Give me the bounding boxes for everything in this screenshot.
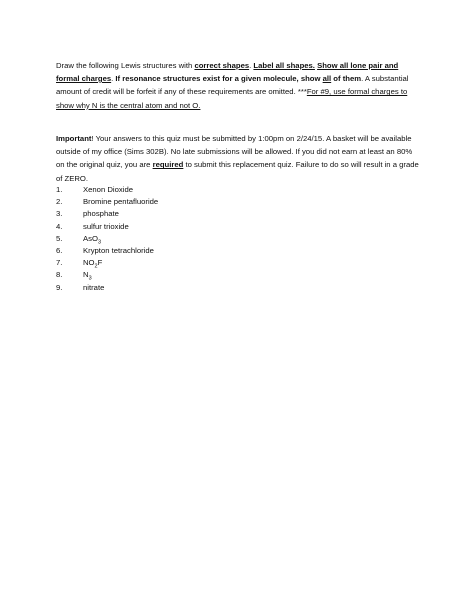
note-number-9: For #9, use formal charges to show why N is the central atom and not O.	[56, 87, 408, 110]
list-item	[56, 184, 158, 196]
formula-subscript: 3	[88, 275, 92, 282]
emphasis-resonance: If resonance structures exist for a given molecule, show	[115, 73, 323, 83]
formula-tail: F	[97, 258, 103, 268]
item-text: Bromine pentafluoride	[83, 197, 159, 207]
item-number: 5.	[56, 233, 63, 243]
emphasis-all: all	[322, 73, 332, 83]
emphasis-label-shapes: Label all shapes.	[253, 60, 315, 70]
emphasis-lone-pair: Show all lone pair and formal charges	[56, 60, 399, 83]
list-item	[56, 269, 158, 281]
list-item	[56, 245, 158, 257]
list-item	[56, 233, 158, 245]
formula-text: N	[83, 270, 89, 280]
item-text	[83, 269, 92, 281]
item-text: Xenon Dioxide	[83, 185, 134, 194]
emphasis-required: required	[152, 160, 184, 170]
formula-text: NO	[83, 258, 95, 268]
list-item	[56, 221, 158, 233]
item-number: 8.	[56, 270, 63, 280]
emphasis-of-them: of them	[331, 73, 362, 83]
instructions-text: .	[111, 73, 116, 83]
instructions-text: Draw the following Lewis structures with	[56, 60, 195, 70]
emphasis-correct-shapes: correct shapes	[194, 60, 250, 70]
instructions-text: .	[249, 60, 254, 70]
item-number: 3.	[56, 209, 63, 219]
item-number: 9.	[56, 282, 63, 292]
item-text	[83, 233, 101, 245]
important-text: ! Your answers to this quiz must be submitted by 1:00pm on 2/24/15. A basket will be available outside of my office (Sims 302B). No late submissions will be allowed. If you did not earn at least an 80% on the original quiz, you are	[56, 133, 413, 170]
item-text: nitrate	[83, 282, 105, 292]
molecule-list	[56, 184, 158, 294]
item-number: 6.	[56, 246, 63, 256]
list-item	[56, 208, 158, 220]
item-text: phosphate	[83, 209, 119, 219]
formula-text: AsO	[83, 233, 98, 243]
important-label: Important	[56, 133, 92, 143]
instructions-paragraph	[56, 59, 422, 112]
list-item	[56, 196, 158, 208]
list-item	[56, 282, 158, 294]
important-text: to submit this replacement quiz. Failure to do so will result in a grade of ZERO.	[56, 160, 419, 183]
instructions-text: . A substantial amount of credit will be forfeit if any of these requirements are omitted. ***	[56, 73, 409, 97]
item-number: 4.	[56, 221, 63, 231]
formula-subscript: 2	[94, 263, 98, 270]
formula-subscript: 3	[97, 239, 102, 246]
item-number: 7.	[56, 258, 63, 268]
item-text: Krypton tetrachloride	[83, 246, 154, 256]
item-text: sulfur trioxide	[83, 221, 129, 231]
list-item	[56, 257, 158, 269]
important-paragraph	[56, 132, 422, 185]
item-number: 1.	[56, 185, 63, 194]
item-number: 2.	[56, 197, 63, 207]
item-text	[83, 257, 102, 269]
